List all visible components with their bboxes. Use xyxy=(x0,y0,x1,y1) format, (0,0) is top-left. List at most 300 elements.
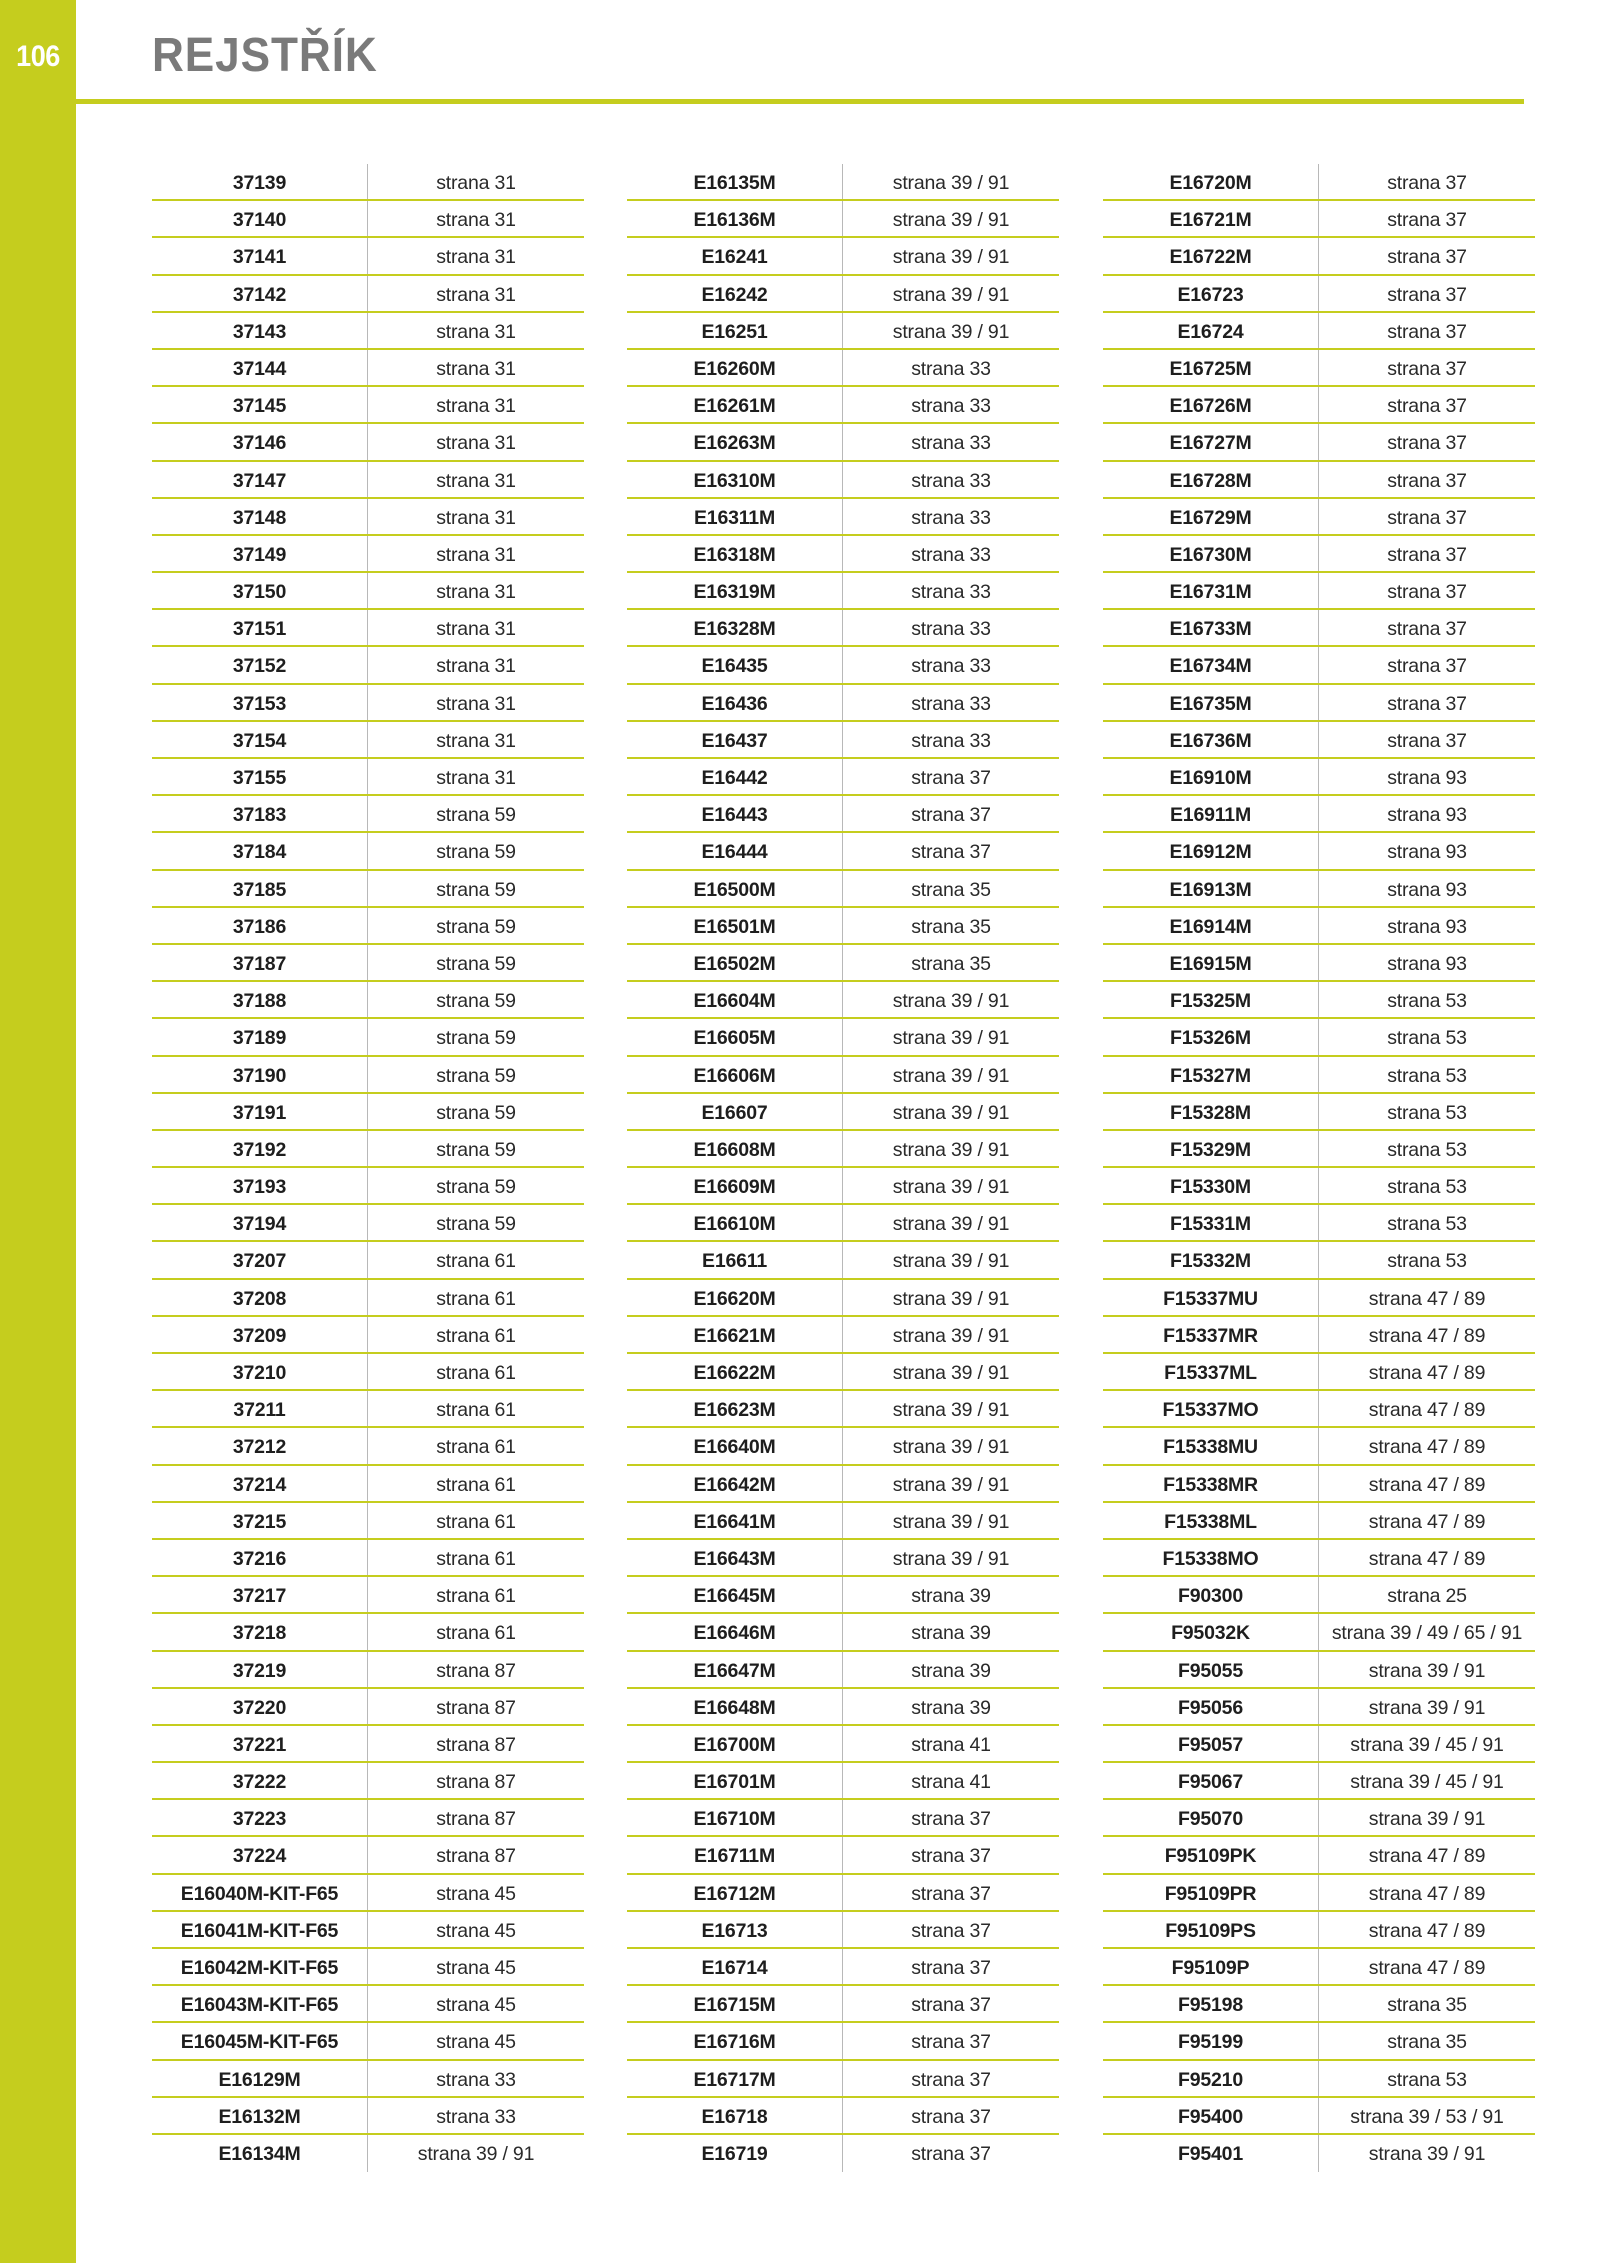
page-reference: strana 39 / 91 xyxy=(892,1324,1010,1347)
page-reference: strana 39 / 91 xyxy=(892,1287,1010,1310)
product-code: F95070 xyxy=(1103,1800,1319,1835)
index-row xyxy=(152,1652,584,1689)
index-row xyxy=(627,1689,1059,1726)
page-reference: strana 45 xyxy=(436,1957,516,1979)
index-row xyxy=(152,1168,584,1205)
product-code: 37142 xyxy=(152,276,368,311)
page-reference: strana 37 xyxy=(1387,283,1467,306)
page-reference: strana 35 xyxy=(1387,2031,1467,2054)
index-row xyxy=(152,722,584,759)
index-row xyxy=(627,945,1059,982)
index-row xyxy=(627,1168,1059,1205)
page-reference: strana 47 / 89 xyxy=(1368,1324,1486,1347)
page-reference: strana 41 xyxy=(911,1771,991,1794)
index-row xyxy=(627,1242,1059,1279)
index-row xyxy=(627,1652,1059,1689)
product-code: E16610M xyxy=(627,1205,843,1240)
accent-sidebar xyxy=(0,0,76,2263)
page-reference: strana 61 xyxy=(436,1250,516,1273)
index-row xyxy=(1103,2061,1535,2098)
product-code: F95198 xyxy=(1103,1986,1319,2021)
page-reference: strana 39 / 91 xyxy=(892,1176,1010,1199)
product-code: E16136M xyxy=(627,201,843,236)
page-reference: strana 37 xyxy=(1387,395,1467,418)
product-code: 37194 xyxy=(152,1205,368,1240)
page-reference: strana 31 xyxy=(436,320,516,343)
page-reference: strana 33 xyxy=(911,357,991,380)
page-reference: strana 39 / 91 xyxy=(892,1138,1010,1161)
product-code: F95067 xyxy=(1103,1763,1319,1798)
index-row xyxy=(1103,238,1535,275)
product-code: E16643M xyxy=(627,1540,843,1575)
product-code: E16501M xyxy=(627,908,843,943)
index-row xyxy=(1103,908,1535,945)
page-reference: strana 93 xyxy=(1387,767,1467,789)
page-reference: strana 35 xyxy=(911,952,991,975)
page-reference: strana 47 / 89 xyxy=(1368,1919,1486,1942)
product-code: 37146 xyxy=(152,424,368,459)
product-code: E16717M xyxy=(627,2061,843,2096)
index-row xyxy=(627,1094,1059,1131)
product-code: F90300 xyxy=(1103,1577,1319,1612)
index-row xyxy=(1103,1503,1535,1540)
product-code: E16725M xyxy=(1103,350,1319,385)
page-reference: strana 37 xyxy=(1387,172,1467,194)
page-reference: strana 35 xyxy=(911,878,991,901)
index-row xyxy=(152,1094,584,1131)
index-row xyxy=(152,1614,584,1651)
page-reference: strana 39 / 91 xyxy=(892,172,1010,194)
index-row xyxy=(627,1837,1059,1874)
page-reference: strana 45 xyxy=(436,1994,516,2017)
index-row xyxy=(627,276,1059,313)
product-code: E16311M xyxy=(627,499,843,534)
product-code: E16910M xyxy=(1103,759,1319,794)
product-code: 37193 xyxy=(152,1168,368,1203)
product-code: E16715M xyxy=(627,1986,843,2021)
page-reference: strana 37 xyxy=(911,804,991,827)
index-row xyxy=(1103,796,1535,833)
index-row xyxy=(1103,1986,1535,2023)
page-reference: strana 53 xyxy=(1387,1064,1467,1087)
page-reference: strana 37 xyxy=(911,1957,991,1979)
product-code: F15328M xyxy=(1103,1094,1319,1129)
product-code: E16912M xyxy=(1103,833,1319,868)
page-reference: strana 53 xyxy=(1387,1027,1467,1050)
page-reference: strana 31 xyxy=(436,729,516,752)
index-row xyxy=(627,2023,1059,2060)
page-reference: strana 31 xyxy=(436,469,516,492)
page-reference: strana 31 xyxy=(436,209,516,232)
product-code: 37140 xyxy=(152,201,368,236)
product-code: F95400 xyxy=(1103,2098,1319,2133)
page-reference: strana 31 xyxy=(436,581,516,604)
page-reference: strana 47 / 89 xyxy=(1368,1362,1486,1384)
index-row xyxy=(1103,1540,1535,1577)
page-reference: strana 39 xyxy=(911,1696,991,1719)
product-code: E16714 xyxy=(627,1949,843,1984)
product-code: E16620M xyxy=(627,1280,843,1315)
product-code: E16733M xyxy=(1103,610,1319,645)
product-code: 37207 xyxy=(152,1242,368,1277)
product-code: 37145 xyxy=(152,387,368,422)
product-code: E16647M xyxy=(627,1652,843,1687)
product-code: E16241 xyxy=(627,238,843,273)
page-reference: strana 39 / 49 / 65 / 91 xyxy=(1331,1622,1523,1645)
page-reference: strana 39 / 91 xyxy=(1368,1808,1486,1831)
page-reference: strana 59 xyxy=(436,1064,516,1087)
page-reference: strana 31 xyxy=(436,432,516,455)
page-reference: strana 37 xyxy=(911,2068,991,2091)
page-reference: strana 39 / 91 xyxy=(892,209,1010,232)
page-reference: strana 93 xyxy=(1387,878,1467,901)
index-row xyxy=(627,1131,1059,1168)
index-row xyxy=(1103,982,1535,1019)
index-row xyxy=(152,1577,584,1614)
product-code: E16713 xyxy=(627,1912,843,1947)
product-code: 37185 xyxy=(152,871,368,906)
page-reference: strana 61 xyxy=(436,1510,516,1533)
index-row xyxy=(627,536,1059,573)
page-reference: strana 87 xyxy=(436,1733,516,1756)
page-reference: strana 37 xyxy=(1387,432,1467,455)
page-reference: strana 37 xyxy=(911,2142,991,2165)
page-reference: strana 59 xyxy=(436,878,516,901)
page-reference: strana 53 xyxy=(1387,1101,1467,1124)
product-code: 37152 xyxy=(152,647,368,682)
product-code: E16129M xyxy=(152,2061,368,2096)
index-row xyxy=(152,387,584,424)
product-code: F15331M xyxy=(1103,1205,1319,1240)
page-reference: strana 39 / 91 xyxy=(892,1064,1010,1087)
product-code: 37188 xyxy=(152,982,368,1017)
page-reference: strana 59 xyxy=(436,952,516,975)
page-reference: strana 61 xyxy=(436,1362,516,1384)
product-code: 37222 xyxy=(152,1763,368,1798)
product-code: 37189 xyxy=(152,1019,368,1054)
index-row xyxy=(1103,685,1535,722)
product-code: E16641M xyxy=(627,1503,843,1538)
index-row xyxy=(627,1503,1059,1540)
product-code: E16645M xyxy=(627,1577,843,1612)
index-row xyxy=(1103,536,1535,573)
product-code: E16914M xyxy=(1103,908,1319,943)
index-row xyxy=(1103,201,1535,238)
page-reference: strana 37 xyxy=(911,1808,991,1831)
product-code: E16724 xyxy=(1103,313,1319,348)
page-reference: strana 47 / 89 xyxy=(1368,1510,1486,1533)
product-code: F15332M xyxy=(1103,1242,1319,1277)
page-reference: strana 39 xyxy=(911,1659,991,1682)
index-row xyxy=(152,536,584,573)
index-row xyxy=(627,982,1059,1019)
page-reference: strana 93 xyxy=(1387,841,1467,864)
page-reference: strana 37 xyxy=(911,2105,991,2128)
product-code: 37190 xyxy=(152,1057,368,1092)
page-reference: strana 47 / 89 xyxy=(1368,1399,1486,1422)
page-reference: strana 31 xyxy=(436,655,516,678)
index-row xyxy=(152,647,584,684)
page-reference: strana 39 / 91 xyxy=(892,1362,1010,1384)
index-row xyxy=(1103,2023,1535,2060)
page-reference: strana 59 xyxy=(436,915,516,938)
page-reference: strana 33 xyxy=(911,581,991,604)
index-row xyxy=(1103,759,1535,796)
index-row xyxy=(152,759,584,796)
product-code: E16648M xyxy=(627,1689,843,1724)
index-row xyxy=(152,1763,584,1800)
page-reference: strana 59 xyxy=(436,1101,516,1124)
index-row xyxy=(1103,1652,1535,1689)
product-code: 37184 xyxy=(152,833,368,868)
page-reference: strana 37 xyxy=(911,1882,991,1905)
page-reference: strana 47 / 89 xyxy=(1368,1287,1486,1310)
index-row xyxy=(152,2135,584,2172)
index-row xyxy=(1103,722,1535,759)
product-code: 37216 xyxy=(152,1540,368,1575)
product-code: 37186 xyxy=(152,908,368,943)
page-reference: strana 33 xyxy=(436,2068,516,2091)
page-reference: strana 93 xyxy=(1387,915,1467,938)
page-reference: strana 39 / 45 / 91 xyxy=(1350,1771,1504,1794)
index-row xyxy=(1103,313,1535,350)
page-reference: strana 87 xyxy=(436,1808,516,1831)
index-row xyxy=(1103,1057,1535,1094)
page-reference: strana 87 xyxy=(436,1659,516,1682)
product-code: E16604M xyxy=(627,982,843,1017)
index-row xyxy=(627,1466,1059,1503)
page-reference: strana 47 / 89 xyxy=(1368,1547,1486,1570)
product-code: E16261M xyxy=(627,387,843,422)
page-reference: strana 59 xyxy=(436,1176,516,1199)
page-reference: strana 47 / 89 xyxy=(1368,1957,1486,1979)
product-code: 37210 xyxy=(152,1354,368,1389)
product-code: E16913M xyxy=(1103,871,1319,906)
page-reference: strana 39 / 91 xyxy=(1368,1696,1486,1719)
page-reference: strana 31 xyxy=(436,395,516,418)
product-code: E16132M xyxy=(152,2098,368,2133)
product-code: E16502M xyxy=(627,945,843,980)
index-row xyxy=(1103,2135,1535,2172)
page-reference: strana 37 xyxy=(1387,246,1467,269)
index-row xyxy=(627,350,1059,387)
product-code: F15337MU xyxy=(1103,1280,1319,1315)
product-code: E16263M xyxy=(627,424,843,459)
product-code: F15326M xyxy=(1103,1019,1319,1054)
index-row xyxy=(627,1577,1059,1614)
page-reference: strana 47 / 89 xyxy=(1368,1436,1486,1459)
product-code: 37220 xyxy=(152,1689,368,1724)
page-reference: strana 37 xyxy=(1387,655,1467,678)
product-code: E16435 xyxy=(627,647,843,682)
index-row xyxy=(627,1540,1059,1577)
page-reference: strana 39 / 91 xyxy=(892,1250,1010,1273)
product-code: E16719 xyxy=(627,2135,843,2172)
index-row xyxy=(152,462,584,499)
index-row xyxy=(152,1875,584,1912)
index-row xyxy=(627,1317,1059,1354)
index-row xyxy=(152,1205,584,1242)
product-code: 37191 xyxy=(152,1094,368,1129)
product-code: E16442 xyxy=(627,759,843,794)
product-code: F15338MR xyxy=(1103,1466,1319,1501)
product-code: F15337MO xyxy=(1103,1391,1319,1426)
index-row xyxy=(1103,1168,1535,1205)
index-row xyxy=(1103,387,1535,424)
index-row xyxy=(152,908,584,945)
index-row xyxy=(627,1800,1059,1837)
page-reference: strana 47 / 89 xyxy=(1368,1473,1486,1496)
page-reference: strana 31 xyxy=(436,283,516,306)
product-code: E16611 xyxy=(627,1242,843,1277)
index-row xyxy=(152,1131,584,1168)
page-reference: strana 45 xyxy=(436,2031,516,2054)
product-code: 37219 xyxy=(152,1652,368,1687)
index-row xyxy=(627,610,1059,647)
product-code: E16622M xyxy=(627,1354,843,1389)
page-reference: strana 53 xyxy=(1387,1138,1467,1161)
product-code: E16443 xyxy=(627,796,843,831)
page-reference: strana 39 / 91 xyxy=(892,283,1010,306)
product-code: E16716M xyxy=(627,2023,843,2058)
product-code: 37208 xyxy=(152,1280,368,1315)
index-row xyxy=(152,1726,584,1763)
product-code: 37223 xyxy=(152,1800,368,1835)
product-code: F15325M xyxy=(1103,982,1319,1017)
page-reference: strana 61 xyxy=(436,1287,516,1310)
product-code: 37150 xyxy=(152,573,368,608)
product-code: E16731M xyxy=(1103,573,1319,608)
product-code: 37148 xyxy=(152,499,368,534)
product-code: E16711M xyxy=(627,1837,843,1872)
product-code: E16735M xyxy=(1103,685,1319,720)
index-row xyxy=(152,1800,584,1837)
page-reference: strana 39 xyxy=(911,1622,991,1645)
page-reference: strana 61 xyxy=(436,1473,516,1496)
product-code: 37215 xyxy=(152,1503,368,1538)
index-row xyxy=(1103,462,1535,499)
product-code: E16605M xyxy=(627,1019,843,1054)
page-reference: strana 37 xyxy=(1387,618,1467,641)
product-code: E16734M xyxy=(1103,647,1319,682)
page-reference: strana 39 / 91 xyxy=(1368,1659,1486,1682)
product-code: F95109P xyxy=(1103,1949,1319,1984)
page-reference: strana 37 xyxy=(911,2031,991,2054)
page-reference: strana 39 / 91 xyxy=(892,320,1010,343)
page-reference: strana 33 xyxy=(436,2105,516,2128)
page-reference: strana 33 xyxy=(911,469,991,492)
index-row xyxy=(627,238,1059,275)
index-row xyxy=(1103,424,1535,461)
page-reference: strana 39 / 91 xyxy=(892,1510,1010,1533)
page-reference: strana 61 xyxy=(436,1436,516,1459)
page-reference: strana 33 xyxy=(911,729,991,752)
product-code: F95056 xyxy=(1103,1689,1319,1724)
page-reference: strana 47 / 89 xyxy=(1368,1845,1486,1868)
page-reference: strana 39 / 91 xyxy=(892,1027,1010,1050)
index-row xyxy=(1103,1912,1535,1949)
index-row xyxy=(152,1057,584,1094)
product-code: F95109PR xyxy=(1103,1875,1319,1910)
page-reference: strana 87 xyxy=(436,1845,516,1868)
product-code: E16718 xyxy=(627,2098,843,2133)
index-column-1 xyxy=(152,164,584,2172)
product-code: E16728M xyxy=(1103,462,1319,497)
product-code: E16726M xyxy=(1103,387,1319,422)
index-row xyxy=(152,1986,584,2023)
page-reference: strana 37 xyxy=(1387,209,1467,232)
page-reference: strana 31 xyxy=(436,506,516,529)
product-code: 37153 xyxy=(152,685,368,720)
index-row xyxy=(627,833,1059,870)
page-reference: strana 37 xyxy=(1387,469,1467,492)
page-reference: strana 33 xyxy=(911,618,991,641)
index-row xyxy=(152,871,584,908)
index-row xyxy=(1103,1094,1535,1131)
index-row xyxy=(1103,1131,1535,1168)
page-reference: strana 59 xyxy=(436,1213,516,1236)
product-code: E16723 xyxy=(1103,276,1319,311)
index-row xyxy=(1103,1689,1535,1726)
product-code: F95057 xyxy=(1103,1726,1319,1761)
index-row xyxy=(627,201,1059,238)
product-code: E16319M xyxy=(627,573,843,608)
product-code: F15337ML xyxy=(1103,1354,1319,1389)
product-code: E16040M-KIT-F65 xyxy=(152,1875,368,1910)
page-reference: strana 31 xyxy=(436,692,516,715)
index-row xyxy=(627,1428,1059,1465)
index-row xyxy=(1103,1837,1535,1874)
page-reference: strana 25 xyxy=(1387,1585,1467,1608)
index-row xyxy=(1103,833,1535,870)
product-code: E16436 xyxy=(627,685,843,720)
page-reference: strana 37 xyxy=(1387,543,1467,566)
product-code: E16500M xyxy=(627,871,843,906)
index-row xyxy=(627,1912,1059,1949)
index-row xyxy=(627,647,1059,684)
index-row xyxy=(627,908,1059,945)
product-code: F95210 xyxy=(1103,2061,1319,2096)
product-code: E16701M xyxy=(627,1763,843,1798)
index-row xyxy=(152,276,584,313)
page-reference: strana 31 xyxy=(436,246,516,269)
product-code: F95032K xyxy=(1103,1614,1319,1649)
product-code: E16730M xyxy=(1103,536,1319,571)
index-row xyxy=(627,1391,1059,1428)
index-row xyxy=(152,1317,584,1354)
index-row xyxy=(627,2061,1059,2098)
page-reference: strana 33 xyxy=(911,432,991,455)
page-reference: strana 53 xyxy=(1387,2068,1467,2091)
index-row xyxy=(627,1057,1059,1094)
index-row xyxy=(152,238,584,275)
page-reference: strana 59 xyxy=(436,1138,516,1161)
product-code: E16041M-KIT-F65 xyxy=(152,1912,368,1947)
index-row xyxy=(152,796,584,833)
page-reference: strana 41 xyxy=(911,1733,991,1756)
product-code: E16721M xyxy=(1103,201,1319,236)
product-code: E16609M xyxy=(627,1168,843,1203)
product-code: E16242 xyxy=(627,276,843,311)
page-reference: strana 61 xyxy=(436,1399,516,1422)
index-row xyxy=(152,350,584,387)
product-code: F95401 xyxy=(1103,2135,1319,2172)
index-row xyxy=(1103,276,1535,313)
product-code: E16437 xyxy=(627,722,843,757)
index-row xyxy=(152,499,584,536)
index-row xyxy=(152,2023,584,2060)
page-reference: strana 39 / 91 xyxy=(892,990,1010,1013)
